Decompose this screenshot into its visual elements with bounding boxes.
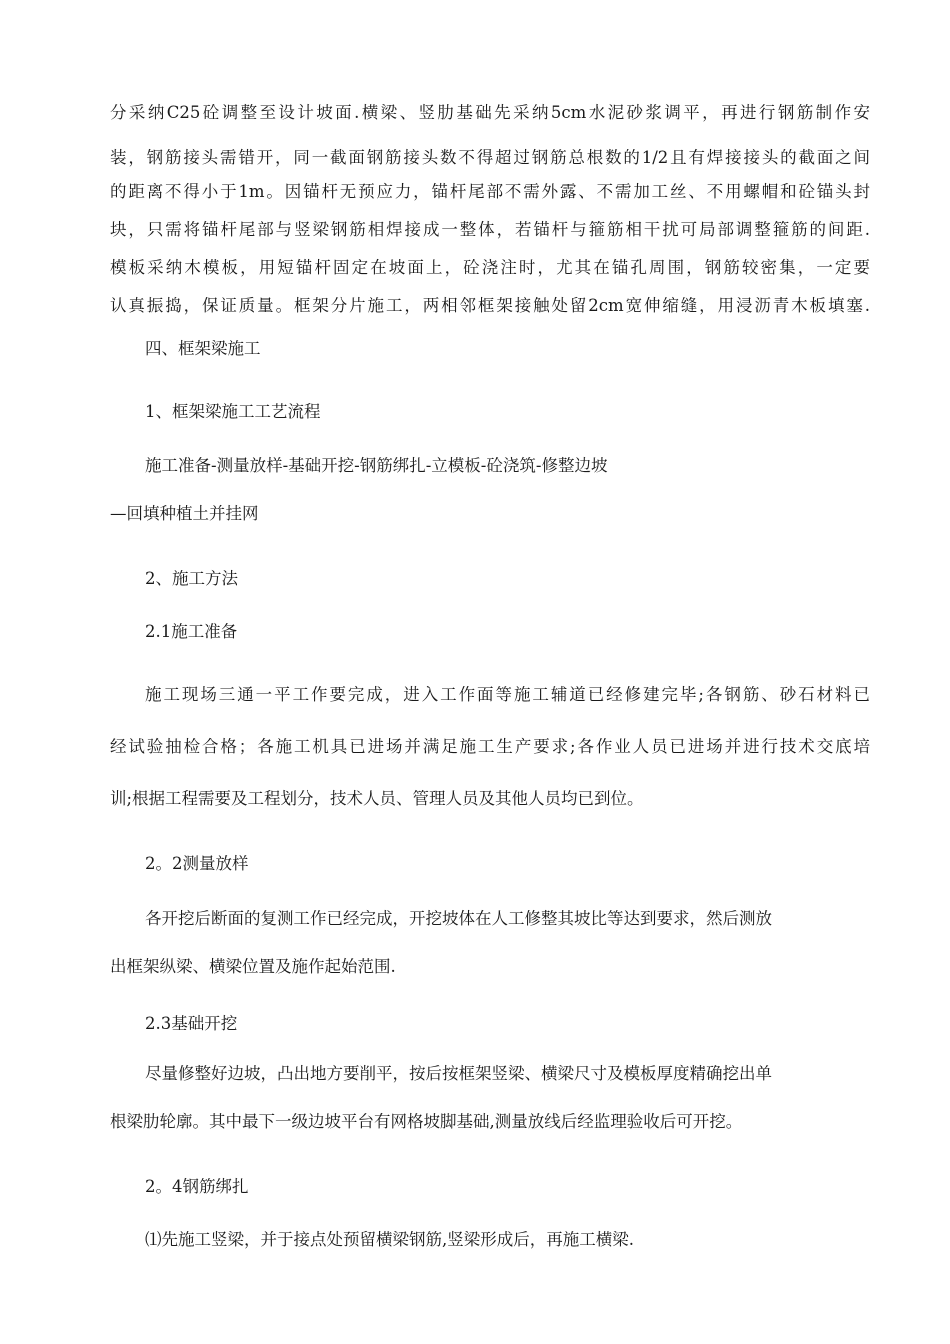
body-line: 施工现场三通一平工作要完成，进入工作面等施工辅道已经修建完毕;各钢筋、砂石材料已 (145, 685, 870, 704)
body-line: 出框架纵梁、横梁位置及施作起始范围. (110, 957, 396, 976)
body-line: 分采纳C25砼调整至设计坡面.横梁、竖肋基础先采纳5cm水泥砂浆调平，再进行钢筋制作安 (110, 103, 870, 122)
section-heading: 四、框架梁施工 (145, 339, 261, 358)
body-line: 各开挖后断面的复测工作已经完成，开挖坡体在人工修整其坡比等达到要求，然后测放 (145, 909, 772, 928)
process-flow-continued: —回填种植土并挂网 (110, 504, 259, 523)
item-heading: 2.3基础开挖 (145, 1014, 238, 1033)
item-heading: 2.1施工准备 (145, 622, 238, 641)
body-line: ⑴先施工竖梁，并于接点处预留横梁钢筋,竖梁形成后，再施工横梁. (145, 1230, 634, 1249)
body-line: 经试验抽检合格；各施工机具已进场并满足施工生产要求;各作业人员已进场并进行技术交底培 (110, 737, 870, 756)
body-line: 根梁肋轮廓。其中最下一级边坡平台有网格坡脚基础,测量放线后经监理验收后可开挖。 (110, 1112, 743, 1131)
body-line: 的距离不得小于1m。因锚杆无预应力，锚杆尾部不需外露、不需加工丝、不用螺帽和砼锚头封 (110, 182, 870, 201)
body-line: 尽量修整好边坡，凸出地方要削平，按后按框架竖梁、横梁尺寸及模板厚度精确挖出单 (145, 1064, 772, 1083)
item-heading: 2。2测量放样 (145, 854, 249, 873)
subsection-heading: 2、施工方法 (145, 569, 238, 588)
process-flow: 施工准备-测量放样-基础开挖-钢筋绑扎-立模板-砼浇筑-修整边坡 (145, 456, 608, 475)
body-line: 认真振捣，保证质量。框架分片施工，两相邻框架接触处留2cm宽伸缩缝，用浸沥青木板填塞. (110, 296, 870, 315)
body-line: 块，只需将锚杆尾部与竖梁钢筋相焊接成一整体，若锚杆与箍筋相干扰可局部调整箍筋的间距. (110, 220, 870, 239)
subsection-heading: 1、框架梁施工工艺流程 (145, 402, 321, 421)
body-line: 模板采纳木模板，用短锚杆固定在坡面上，砼浇注时，尤其在锚孔周围，钢筋较密集，一定要 (110, 258, 870, 277)
body-line: 训;根据工程需要及工程划分，技术人员、管理人员及其他人员均已到位。 (110, 789, 644, 808)
body-line: 装，钢筋接头需错开，同一截面钢筋接头数不得超过钢筋总根数的1/2且有焊接接头的截面之间 (110, 148, 870, 167)
item-heading: 2。4钢筋绑扎 (145, 1177, 249, 1196)
